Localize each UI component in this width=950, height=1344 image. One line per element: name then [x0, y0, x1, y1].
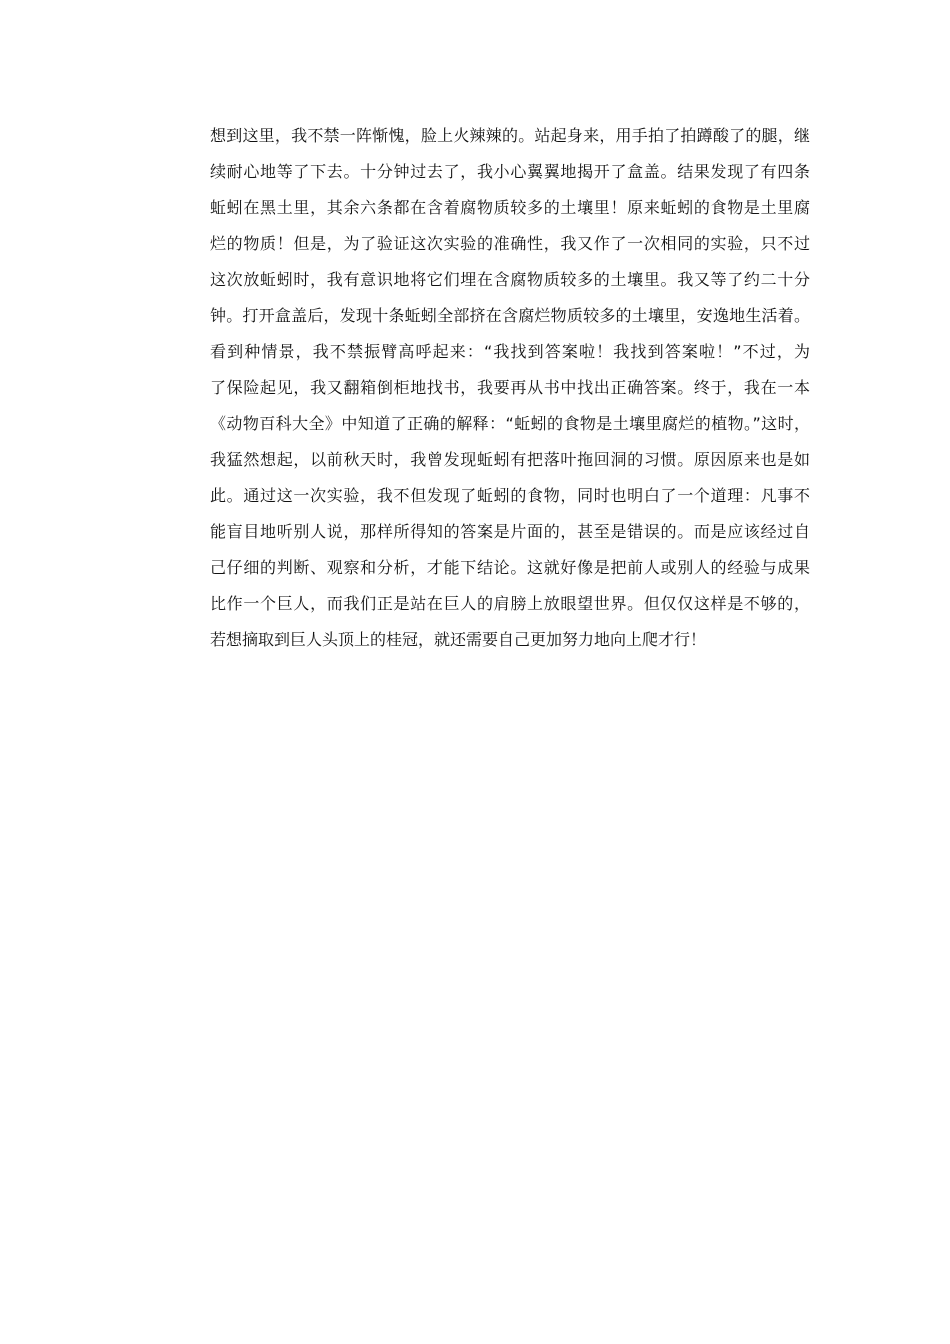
text-line-10: 我猛然想起，以前秋天时，我曾发现蚯蚓有把落叶拖回洞的习惯。原因原来也是如	[210, 450, 810, 469]
text-line-2: 续耐心地等了下去。十分钟过去了，我小心翼翼地揭开了盒盖。结果发现了有四条	[210, 162, 810, 181]
text-line-7: 看到种情景，我不禁振臂高呼起来：“我找到答案啦！我找到答案啦！”不过，为	[210, 342, 810, 361]
text-line-11: 此。通过这一次实验，我不但发现了蚯蚓的食物，同时也明白了一个道理：凡事不	[210, 486, 810, 505]
text-line-13: 己仔细的判断、观察和分析，才能下结论。这就好像是把前人或别人的经验与成果	[210, 558, 810, 577]
text-line-4: 烂的物质！但是，为了验证这次实验的准确性，我又作了一次相同的实验，只不过	[210, 234, 810, 253]
text-line-12: 能盲目地听别人说，那样所得知的答案是片面的，甚至是错误的。而是应该经过自	[210, 522, 810, 541]
text-line-8: 了保险起见，我又翻箱倒柜地找书，我要再从书中找出正确答案。终于，我在一本	[210, 378, 810, 397]
body-paragraph	[210, 118, 810, 658]
text-line-6: 钟。打开盒盖后，发现十条蚯蚓全部挤在含腐烂物质较多的土壤里，安逸地生活着。	[210, 306, 810, 325]
text-line-15: 若想摘取到巨人头顶上的桂冠，就还需要自己更加努力地向上爬才行！	[210, 630, 707, 649]
text-line-3: 蚯蚓在黑土里，其余六条都在含着腐物质较多的土壤里！原来蚯蚓的食物是土里腐	[210, 198, 810, 217]
text-line-14: 比作一个巨人，而我们正是站在巨人的肩膀上放眼望世界。但仅仅这样是不够的，	[210, 594, 810, 613]
text-line-5: 这次放蚯蚓时，我有意识地将它们埋在含腐物质较多的土壤里。我又等了约二十分	[210, 270, 810, 289]
text-line-1: 想到这里，我不禁一阵惭愧，脸上火辣辣的。站起身来，用手拍了拍蹲酸了的腿，继	[210, 126, 810, 145]
text-line-9: 《动物百科大全》中知道了正确的解释：“蚯蚓的食物是土壤里腐烂的植物。”这时，	[210, 414, 810, 433]
